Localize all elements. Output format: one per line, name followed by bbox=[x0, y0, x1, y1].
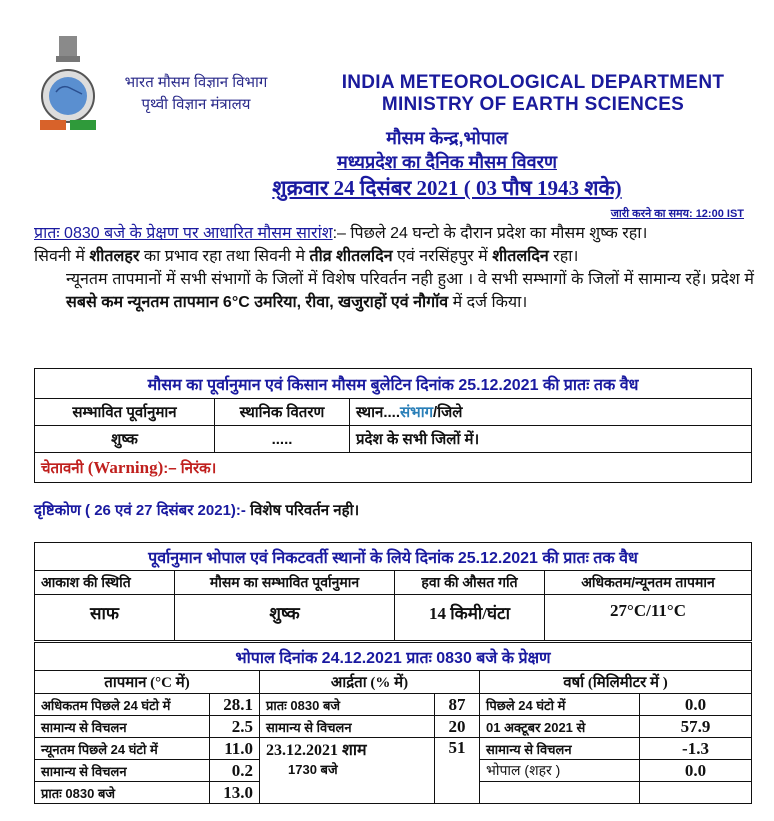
col-header-wind: हवा की औसत गति bbox=[395, 571, 545, 595]
text: में दर्ज किया। bbox=[448, 294, 528, 311]
division-text: संभाग bbox=[400, 404, 434, 421]
hindi-org-line2: पृथ्वी विज्ञान मंत्रालय bbox=[141, 96, 251, 113]
col-header-location bbox=[350, 399, 752, 426]
state-forecast-title: मौसम का पूर्वानुमान एवं किसान मौसम बुलेटिन दिनांक 25.12.2021 की प्रातः तक वैध bbox=[35, 369, 752, 399]
english-org-name bbox=[318, 72, 748, 116]
temp-value: 27°C/11°C bbox=[545, 595, 752, 641]
bhopal-observation-table bbox=[34, 642, 752, 804]
warning-text: :– निरंक। bbox=[163, 459, 217, 477]
col-header-forecast: सम्भावित पूर्वानुमान bbox=[35, 399, 215, 426]
text: न्यूनतम तापमानों में सभी संभागों के जिलों में विशेष परिवर्तन नही हुआ । वे सभी सम्भागों के जिलों में सामान्य रहें। प्रदेश में bbox=[66, 271, 754, 288]
summary-lead-suffix: :– पिछले 24 घन्टो के दौरान प्रदेश का मौसम शुष्क रहा। bbox=[332, 225, 648, 242]
sky-value: साफ bbox=[35, 595, 175, 641]
humidity-label: प्रातः 0830 बजे bbox=[260, 694, 435, 716]
text: /जिले bbox=[433, 404, 463, 421]
col-header-temp: अधिकतम/न्यूनतम तापमान bbox=[545, 571, 752, 595]
text: रहा। bbox=[548, 248, 579, 265]
english-org-line2: MINISTRY OF EARTH SCIENCES bbox=[381, 94, 685, 115]
distribution-value: ..... bbox=[215, 426, 350, 453]
outlook bbox=[34, 500, 359, 520]
col-header-sky: आकाश की स्थिति bbox=[35, 571, 175, 595]
humidity-label bbox=[260, 738, 435, 804]
rain-label: 01 अक्टूबर 2021 से bbox=[480, 716, 640, 738]
report-titles bbox=[0, 126, 774, 202]
rain-value: 0.0 bbox=[640, 760, 752, 782]
lowest-min-temp: सबसे कम न्यूनतम तापमान 6°C उमरिया, रीवा, खजुराहों एवं नौगॉव bbox=[66, 294, 449, 311]
text: 23.12.2021 शाम bbox=[266, 742, 367, 759]
english-org-line1: INDIA METEOROLOGICAL DEPARTMENT bbox=[341, 72, 725, 93]
empty-cell bbox=[480, 782, 640, 804]
humidity-value: 51 bbox=[435, 738, 480, 804]
coldday-term: शीतलदिन bbox=[492, 248, 549, 265]
humidity-value: 87 bbox=[435, 694, 480, 716]
rain-label: सामान्य से विचलन bbox=[480, 738, 640, 760]
temp-label: सामान्य से विचलन bbox=[35, 760, 210, 782]
outlook-label: दृष्टिकोण ( 26 एवं 27 दिसंबर 2021):- bbox=[34, 502, 246, 519]
temp-value: 0.2 bbox=[210, 760, 260, 782]
rain-value: 0.0 bbox=[640, 694, 752, 716]
text: का प्रभाव रहा तथा सिवनी मे bbox=[139, 248, 310, 265]
temp-label: सामान्य से विचलन bbox=[35, 716, 210, 738]
hindi-org-line1: भारत मौसम विज्ञान विभाग bbox=[124, 74, 268, 91]
col-header-distribution: स्थानिक वितरण bbox=[215, 399, 350, 426]
temp-value: 13.0 bbox=[210, 782, 260, 804]
text: 1730 बजे bbox=[288, 762, 338, 777]
summary-paragraph-1 bbox=[34, 222, 754, 245]
rain-value: -1.3 bbox=[640, 738, 752, 760]
col-header-forecast: मौसम का सम्भावित पूर्वानुमान bbox=[175, 571, 395, 595]
text: सिवनी में bbox=[34, 248, 90, 265]
report-date: शुक्रवार 24 दिसंबर 2021 ( 03 पौष 1943 शके) bbox=[272, 176, 622, 200]
location-value: प्रदेश के सभी जिलों में। bbox=[350, 426, 752, 453]
text: एवं नरसिंहपुर में bbox=[392, 248, 493, 265]
temp-label: अधिकतम पिछले 24 घंटो में bbox=[35, 694, 210, 716]
temp-value: 11.0 bbox=[210, 738, 260, 760]
warning-en: (Warning) bbox=[87, 457, 164, 477]
rain-value: 57.9 bbox=[640, 716, 752, 738]
summary-paragraph-3 bbox=[34, 268, 754, 314]
rain-label: पिछले 24 घंटो में bbox=[480, 694, 640, 716]
section-rainfall: वर्षा (मिलिमीटर में ) bbox=[480, 671, 752, 694]
humidity-label: सामान्य से विचलन bbox=[260, 716, 435, 738]
text: स्थान.... bbox=[356, 404, 401, 421]
bhopal-forecast-title: पूर्वानुमान भोपाल एवं निकटवर्ती स्थानों के लिये दिनांक 25.12.2021 की प्रातः तक वैध bbox=[35, 543, 752, 571]
weather-summary bbox=[34, 222, 754, 314]
state-forecast-table bbox=[34, 368, 752, 483]
temp-value: 28.1 bbox=[210, 694, 260, 716]
severe-coldday-term: तीव्र शीतलदिन bbox=[309, 248, 393, 265]
letterhead bbox=[0, 0, 774, 130]
warning-label: चेतावनी bbox=[41, 459, 88, 477]
issue-time: जारी करने का समय: 12:00 IST bbox=[610, 208, 744, 220]
forecast-value: शुष्क bbox=[35, 426, 215, 453]
temp-label: प्रातः 0830 बजे bbox=[35, 782, 210, 804]
empty-cell bbox=[640, 782, 752, 804]
wind-value: 14 किमी/घंटा bbox=[395, 595, 545, 641]
summary-lead: प्रातः 0830 बजे के प्रेक्षण पर आधारित मौसम सारांश bbox=[34, 225, 333, 242]
coldwave-term: शीतलहर bbox=[89, 248, 140, 265]
temp-value: 2.5 bbox=[210, 716, 260, 738]
summary-paragraph-2 bbox=[34, 245, 754, 268]
section-temperature: तापमान (°C में) bbox=[35, 671, 260, 694]
forecast-value: शुष्क bbox=[175, 595, 395, 641]
temp-label: न्यूनतम पिछले 24 घंटो में bbox=[35, 738, 210, 760]
center-title: मौसम केन्द्र,भोपाल bbox=[386, 128, 508, 148]
hindi-org-name bbox=[96, 72, 296, 116]
rain-label: भोपाल (शहर ) bbox=[480, 760, 640, 782]
outlook-text: विशेष परिवर्तन नही। bbox=[245, 502, 360, 519]
warning-row bbox=[35, 453, 752, 483]
section-humidity: आर्द्रता (% में) bbox=[260, 671, 480, 694]
humidity-value: 20 bbox=[435, 716, 480, 738]
report-title: मध्यप्रदेश का दैनिक मौसम विवरण bbox=[337, 152, 557, 172]
bhopal-forecast-table bbox=[34, 542, 752, 641]
observation-title: भोपाल दिनांक 24.12.2021 प्रातः 0830 बजे के प्रेक्षण bbox=[35, 643, 752, 671]
